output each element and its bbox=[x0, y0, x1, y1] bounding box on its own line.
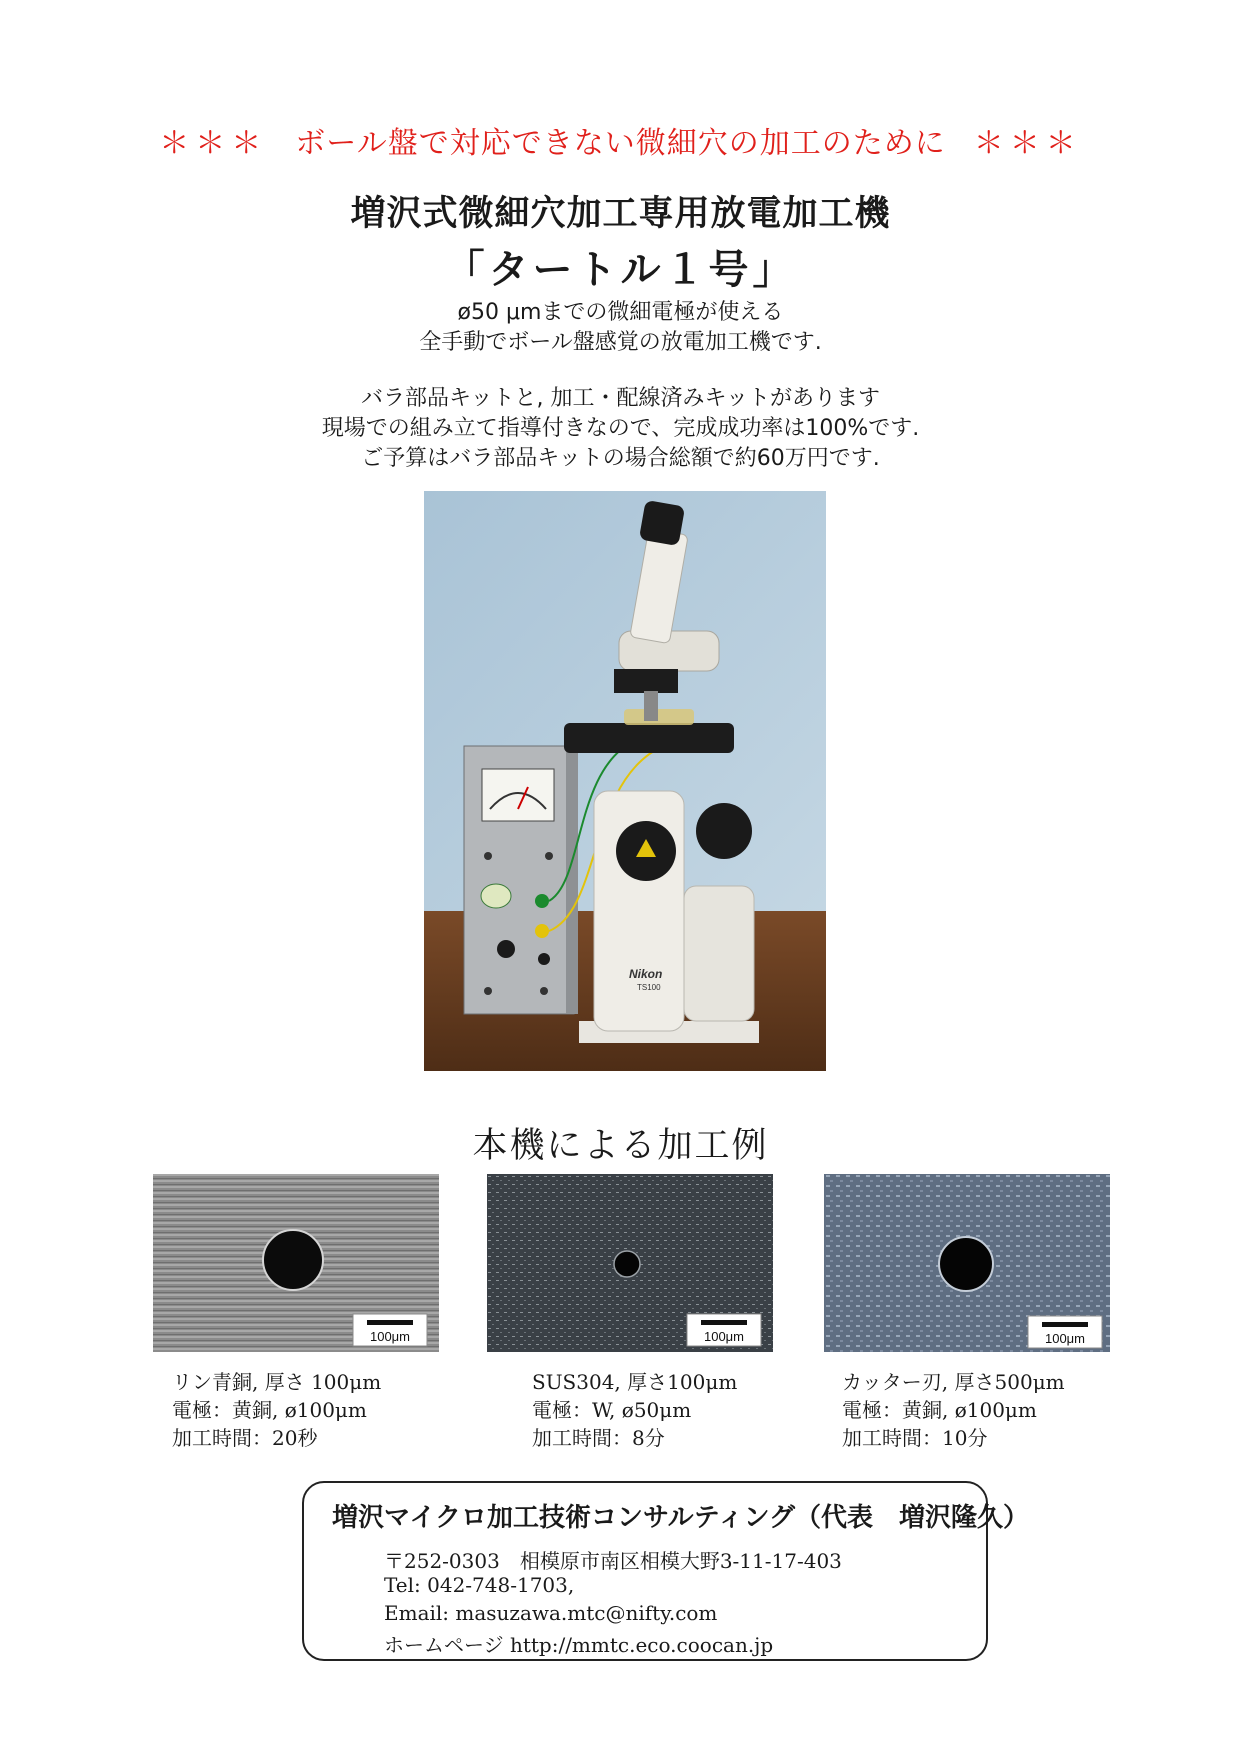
stars-left: ＊＊＊ bbox=[159, 126, 268, 161]
intro-block bbox=[0, 298, 1241, 358]
product-photo-illustration bbox=[424, 491, 826, 1071]
microscope-model: TS100 bbox=[637, 983, 661, 992]
caption-electrode: 電極：黄銅, ø100μm bbox=[172, 1398, 367, 1422]
caption-time: 加工時間：20秒 bbox=[172, 1426, 318, 1450]
stars-right: ＊＊＊ bbox=[973, 126, 1082, 161]
contact-homepage[interactable]: ホームページ http://mmtc.eco.coocan.jp bbox=[384, 1633, 774, 1657]
contact-email[interactable]: Email: masuzawa.mtc@nifty.com bbox=[384, 1601, 718, 1625]
scale-bar-label: 100μm bbox=[1044, 1331, 1086, 1346]
sample-caption-2 bbox=[532, 1368, 737, 1452]
scale-bar-label: 100μm bbox=[369, 1329, 411, 1344]
kit-line: ご予算はバラ部品キットの場合総額で約60万円です. bbox=[361, 446, 880, 471]
kit-info-block bbox=[0, 384, 1241, 474]
contact-box bbox=[302, 1481, 1030, 1661]
sample-image-3 bbox=[824, 1174, 1110, 1352]
page-title: 増沢式微細穴加工専用放電加工機 bbox=[350, 194, 891, 234]
product-name: 「タートル１号」 bbox=[444, 247, 797, 293]
caption-material: SUS304, 厚さ100μm bbox=[532, 1370, 738, 1394]
scale-bar-label: 100μm bbox=[703, 1329, 745, 1344]
control-box bbox=[464, 746, 578, 1014]
caption-material: カッター刃, 厚さ500μm bbox=[842, 1370, 1065, 1394]
contact-address: 〒252-0303 相模原市南区相模大野3-11-17-403 bbox=[384, 1549, 842, 1573]
sample-caption-3 bbox=[842, 1368, 1065, 1452]
caption-electrode: 電極：W, ø50μm bbox=[532, 1398, 692, 1422]
product-photo bbox=[424, 491, 826, 1071]
contact-tel: Tel: 042-748-1703, bbox=[384, 1573, 575, 1597]
kit-line: 現場での組み立て指導付きなので、完成成功率は100%です. bbox=[321, 416, 920, 441]
sample-caption-1 bbox=[172, 1368, 381, 1452]
caption-material: リン青銅, 厚さ 100μm bbox=[172, 1370, 382, 1394]
sample-image-1 bbox=[153, 1174, 439, 1352]
contact-name: 増沢マイクロ加工技術コンサルティング（代表 増沢隆久） bbox=[332, 1503, 1030, 1533]
intro-line: ø50 μmまでの微細電極が使える bbox=[457, 300, 784, 325]
intro-line: 全手動でボール盤感覚の放電加工機です. bbox=[419, 330, 822, 355]
kit-line: バラ部品キットと, 加工・配線済みキットがあります bbox=[360, 386, 881, 411]
caption-electrode: 電極：黄銅, ø100μm bbox=[842, 1398, 1037, 1422]
microscope-brand: Nikon bbox=[629, 967, 663, 981]
examples-title: 本機による加工例 bbox=[472, 1126, 769, 1166]
sample-image-2 bbox=[487, 1174, 773, 1352]
tagline-text: ボール盤で対応できない微細穴の加工のために bbox=[295, 126, 946, 161]
caption-time: 加工時間：10分 bbox=[842, 1426, 988, 1450]
tagline bbox=[0, 118, 1241, 162]
caption-time: 加工時間：8分 bbox=[532, 1426, 665, 1450]
